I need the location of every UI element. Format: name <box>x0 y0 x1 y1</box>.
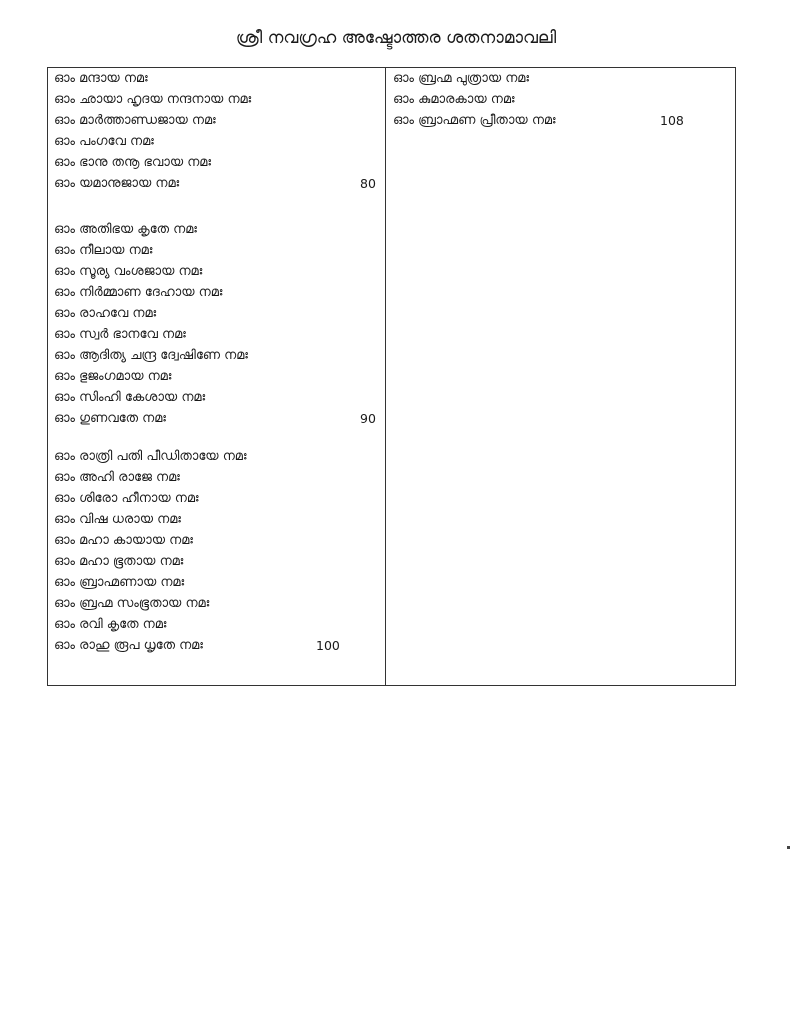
mantra-text: ഓം മന്ദായ നമഃ <box>54 71 148 86</box>
mantra-text: ഓം നീലായ നമഃ <box>54 243 153 258</box>
mantra-line <box>393 68 728 89</box>
mantra-text: ഓം രവി കൃതേ നമഃ <box>54 617 167 632</box>
mantra-text: ഓം രാഹു രൂപ ധൃതേ നമഃ <box>54 638 203 653</box>
mantra-line <box>54 282 380 303</box>
mantra-line <box>54 68 380 89</box>
mantra-group-71-80 <box>54 68 380 194</box>
page-title: ശ്രീ നവഗ്രഹ അഷ്ടോത്തര ശതനാമാവലി <box>235 28 557 48</box>
mantra-line <box>54 366 380 387</box>
mantra-text: ഓം സൂര്യ വംശജായ നമഃ <box>54 264 203 279</box>
mantra-line <box>54 488 380 509</box>
mantra-line <box>54 635 380 656</box>
mantra-line <box>54 219 380 240</box>
mantra-line <box>393 89 728 110</box>
mantra-line <box>54 173 380 194</box>
mantra-line <box>54 408 380 429</box>
mantra-text: ഓം ബ്രഹ്മ സംഭൂതായ നമഃ <box>54 596 210 611</box>
mantra-count-number: 90 <box>360 411 376 426</box>
mantra-count-number: 100 <box>316 638 340 653</box>
mantra-count-number: 108 <box>660 113 684 128</box>
mantra-text: ഓം ബ്രഹ്മ പുത്രായ നമഃ <box>393 71 530 86</box>
mantra-group-101-108 <box>393 68 728 131</box>
mantra-line <box>54 110 380 131</box>
mantra-text: ഓം ബ്രാഹ്മണായ നമഃ <box>54 575 185 590</box>
mantra-text: ഓം ആദിത്യ ചന്ദ്ര ദ്വേഷിണേ നമഃ <box>54 348 248 363</box>
mantra-text: ഓം യമാനുജായ നമഃ <box>54 176 180 191</box>
mantra-text: ഓം ഭാനു തനൂ ഭവായ നമഃ <box>54 155 212 170</box>
mantra-line <box>54 89 380 110</box>
mantra-line <box>54 387 380 408</box>
mantra-text: ഓം ഗുണവതേ നമഃ <box>54 411 166 426</box>
scan-speck <box>787 846 790 849</box>
mantra-text: ഓം രാഹവേ നമഃ <box>54 306 157 321</box>
mantra-line <box>54 131 380 152</box>
mantra-text: ഓം വിഷ ധരായ നമഃ <box>54 512 181 527</box>
mantra-text: ഓം സ്വർ ഭാനവേ നമഃ <box>54 327 186 342</box>
mantra-line <box>54 152 380 173</box>
mantra-text: ഓം അതിഭയ കൃതേ നമഃ <box>54 222 197 237</box>
mantra-text: ഓം പംഗവേ നമഃ <box>54 134 154 149</box>
mantra-text: ഓം കുമാരകായ നമഃ <box>393 92 515 107</box>
mantra-text: ഓം മാർത്താണ്ഡജായ നമഃ <box>54 113 216 128</box>
mantra-text: ഓം നിർമ്മാണ ദേഹായ നമഃ <box>54 285 223 300</box>
mantra-line <box>54 530 380 551</box>
mantra-line <box>54 446 380 467</box>
mantra-text: ഓം ഛായാ ഹൃദയ നന്ദനായ നമഃ <box>54 92 252 107</box>
mantra-line <box>54 551 380 572</box>
mantra-line <box>393 110 728 131</box>
mantra-text: ഓം മഹാ കായായ നമഃ <box>54 533 193 548</box>
mantra-text: ഓം സിംഹി കേശായ നമഃ <box>54 390 206 405</box>
mantra-line <box>54 324 380 345</box>
mantra-line <box>54 303 380 324</box>
mantra-group-81-90 <box>54 219 380 429</box>
mantra-text: ഓം അഹി രാജേ നമഃ <box>54 470 180 485</box>
mantra-text: ഓം മഹാ ഭൂതായ നമഃ <box>54 554 184 569</box>
mantra-text: ഓം ബ്രാഹ്മണ പ്രീതായ നമഃ <box>393 113 556 128</box>
mantra-line <box>54 614 380 635</box>
mantra-text: ഓം ശിരോ ഹീനായ നമഃ <box>54 491 199 506</box>
mantra-line <box>54 240 380 261</box>
mantra-line <box>54 345 380 366</box>
mantra-text: ഓം രാത്രി പതി പീഡിതായേ നമഃ <box>54 449 247 464</box>
mantra-group-91-100 <box>54 446 380 656</box>
mantra-line <box>54 509 380 530</box>
mantra-line <box>54 261 380 282</box>
mantra-table <box>47 67 736 686</box>
mantra-text: ഓം ഭുജംഗമായ നമഃ <box>54 369 172 384</box>
mantra-line <box>54 572 380 593</box>
mantra-count-number: 80 <box>360 176 376 191</box>
mantra-line <box>54 467 380 488</box>
column-divider <box>385 68 386 685</box>
mantra-line <box>54 593 380 614</box>
